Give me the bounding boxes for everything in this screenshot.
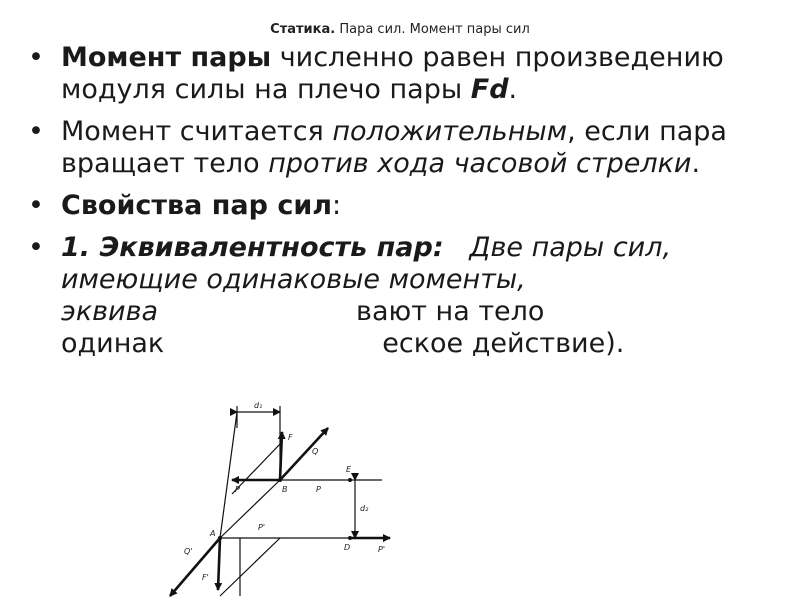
point-a <box>218 536 222 540</box>
equivalence-line-4-end: еское действие). <box>382 328 625 359</box>
label-f: F <box>288 433 293 442</box>
bullet-list <box>28 42 788 370</box>
force-f-prime-line <box>218 538 220 590</box>
bullet-dot: • <box>28 232 44 263</box>
equivalence-line-2: имеющие одинаковые моменты, <box>61 264 526 295</box>
label-p: P <box>235 485 240 494</box>
upper-left-vertical <box>220 412 237 538</box>
point-b <box>278 478 282 482</box>
label-d2: d₂ <box>360 504 369 513</box>
bullet-text: численно равен произведению модуля силы на плечо пары <box>61 42 724 105</box>
bullet-sign-rule <box>28 116 788 180</box>
term-moment-of-couple: Момент пары <box>61 42 272 73</box>
label-p-upper-right: P <box>316 485 321 494</box>
bullet-dot: • <box>28 116 44 147</box>
label-a: A <box>210 529 216 538</box>
diagonal-lower <box>220 480 280 538</box>
bullet-text: , если пара вращает тело <box>61 116 727 179</box>
bullet-moment-definition <box>28 42 788 106</box>
label-b: B <box>282 485 288 494</box>
equivalence-line-3-start: эквива <box>61 296 159 327</box>
bullet-text: : <box>332 190 342 221</box>
diagonal-q-lower <box>170 538 220 596</box>
label-p-prime: P' <box>378 545 386 554</box>
bullet-dot: • <box>28 42 44 73</box>
term-properties: Свойства пар сил <box>61 190 333 221</box>
equivalence-line-4-start: одинак <box>61 328 165 359</box>
label-e: E <box>346 465 352 474</box>
header-title: Пара сил. Момент пары сил <box>339 22 530 37</box>
bullet-text: . <box>691 148 701 179</box>
label-d1: d₁ <box>254 401 263 410</box>
label-q: Q <box>312 447 319 456</box>
point-d <box>348 536 352 540</box>
label-d: D <box>344 543 351 552</box>
slide-header <box>0 22 800 37</box>
term-positive: положительным <box>332 116 568 147</box>
label-f-prime: F' <box>202 573 209 582</box>
label-q-prime: Q' <box>184 547 193 556</box>
bullet-equivalence <box>28 232 788 360</box>
force-couple-diagram <box>140 398 402 600</box>
term-equivalence: 1. Эквивалентность пар: <box>61 232 444 263</box>
term-counterclockwise: против хода часовой стрелки <box>268 148 692 179</box>
point-e <box>348 478 352 482</box>
bullet-properties <box>28 190 788 222</box>
bullet-text: . <box>508 74 518 105</box>
equivalence-line-3-end: вают на тело <box>356 296 545 327</box>
bullet-dot: • <box>28 190 44 221</box>
header-section: Статика. <box>270 22 336 37</box>
bullet-text: Момент считается <box>61 116 333 147</box>
diagonal-bottom-right <box>220 538 280 596</box>
diagram-svg <box>140 398 402 600</box>
equivalence-line-1: Две пары сил, <box>469 232 672 263</box>
formula-fd: Fd <box>470 74 509 105</box>
label-p-prime-upper: P' <box>258 523 266 532</box>
